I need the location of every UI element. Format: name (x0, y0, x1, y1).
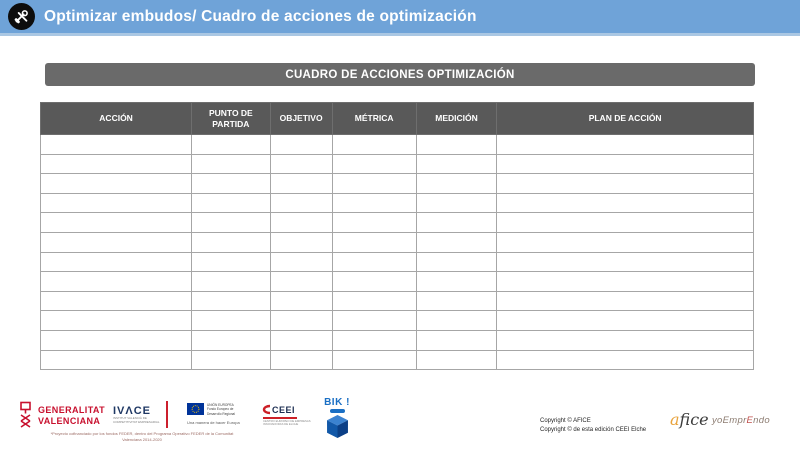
column-header-3: OBJETIVO (270, 103, 332, 135)
bik-logo (324, 397, 350, 438)
table-cell (332, 174, 416, 194)
afice-part1: a (670, 410, 680, 429)
table-cell (497, 252, 754, 272)
copyright-line2: Copyright © de esta edición CEEI Elche (540, 426, 647, 433)
generalitat-valenciana-logo (18, 401, 105, 430)
table-cell (270, 154, 332, 174)
table-cell (192, 232, 270, 252)
copyright-text (540, 417, 646, 434)
column-header-2: PUNTO DE PARTIDA (192, 103, 270, 135)
ivace-subtitle-line1: INSTITUT VALENCIÀ DE (113, 416, 147, 420)
table-cell (332, 252, 416, 272)
table-row (41, 252, 754, 272)
table-row (41, 330, 754, 350)
ivace-name: IVΛCE (113, 405, 152, 417)
table-cell (497, 193, 754, 213)
header-bar (0, 0, 800, 33)
table-cell (332, 272, 416, 292)
table-row (41, 174, 754, 194)
bik-pill (330, 409, 345, 413)
table-cell (416, 291, 497, 311)
table-cell (270, 350, 332, 370)
table-cell (270, 193, 332, 213)
table-cell (497, 154, 754, 174)
table-cell (416, 174, 497, 194)
table-cell (41, 252, 192, 272)
ceei-name: CEEI (272, 404, 296, 415)
table-cell (332, 213, 416, 233)
table-cell (497, 330, 754, 350)
table-cell (41, 232, 192, 252)
table-row (41, 135, 754, 155)
bik-cube-icon (327, 415, 348, 438)
table-cell (416, 272, 497, 292)
table-cell (416, 311, 497, 331)
table-cell (416, 252, 497, 272)
ivace-logo (113, 405, 160, 425)
table-row (41, 213, 754, 233)
table-row (41, 193, 754, 213)
table-cell (192, 330, 270, 350)
table-cell (332, 154, 416, 174)
table-cell (416, 350, 497, 370)
table-cell (192, 311, 270, 331)
bik-name: BIK ! (324, 397, 350, 408)
feder-disclaimer-line1: *Proyecto cofinanciado por los fondos FEDER, dentro del Programa Operativo FEDER de la Comunitat (50, 431, 234, 436)
copyright-line1: Copyright © AFICE (540, 418, 591, 424)
table-cell (270, 213, 332, 233)
table-cell (192, 350, 270, 370)
table-cell (416, 154, 497, 174)
table-cell (270, 330, 332, 350)
table-cell (497, 213, 754, 233)
table-cell (192, 272, 270, 292)
section-banner-title: CUADRO DE ACCIONES OPTIMIZACIÓN (285, 68, 515, 81)
table-cell (416, 135, 497, 155)
column-header-4: MÉTRICA (332, 103, 416, 135)
table-cell (192, 135, 270, 155)
footer-divider (166, 401, 168, 428)
header-underline (0, 33, 800, 36)
table-cell (270, 135, 332, 155)
table-row (41, 311, 754, 331)
table-row (41, 272, 754, 292)
table-cell (497, 232, 754, 252)
table-cell (332, 193, 416, 213)
table-cell (416, 213, 497, 233)
feder-disclaimer (16, 431, 268, 443)
table-row (41, 154, 754, 174)
table-cell (416, 330, 497, 350)
table-cell (332, 350, 416, 370)
table-cell (270, 232, 332, 252)
gva-name-line1: GENERALITAT (38, 405, 106, 416)
yoemprendo-part2: E (746, 415, 754, 426)
table-cell (41, 193, 192, 213)
table-cell (497, 135, 754, 155)
table-cell (192, 174, 270, 194)
table-cell (332, 135, 416, 155)
table-cell (41, 213, 192, 233)
gva-name-line2: VALENCIANA (38, 415, 101, 426)
table-cell (270, 272, 332, 292)
table-cell (192, 252, 270, 272)
eu-feder-logo (187, 403, 240, 425)
table-cell (332, 291, 416, 311)
table-cell (41, 174, 192, 194)
table-cell (332, 311, 416, 331)
section-banner (45, 63, 755, 86)
table-cell (41, 154, 192, 174)
table-header-row (41, 103, 754, 135)
eu-name-line1: UNIÓN EUROPEA (207, 403, 234, 407)
yoemprendo-part3: ndo (753, 415, 770, 426)
optimization-actions-table (40, 102, 754, 370)
afice-logo (670, 410, 709, 429)
table-cell (497, 272, 754, 292)
table-cell (497, 174, 754, 194)
table-cell (41, 272, 192, 292)
table-cell (192, 154, 270, 174)
eu-tagline: Una manera de hacer Europa (187, 419, 240, 425)
table-cell (332, 330, 416, 350)
table-cell (270, 311, 332, 331)
table-cell (270, 252, 332, 272)
column-header-5: MEDICIÓN (416, 103, 497, 135)
table-cell (416, 193, 497, 213)
eu-name-line3: Desarrollo Regional (207, 411, 235, 416)
table-cell (270, 291, 332, 311)
ceei-subtitle-line1: CENTRO EUROPEO DE EMPRESAS (263, 418, 311, 423)
table-cell (41, 135, 192, 155)
ceei-swoosh-icon (257, 404, 271, 415)
yoemprendo-logo (712, 415, 770, 426)
yoemprendo-part1: yoEmpr (712, 415, 747, 426)
table-cell (497, 311, 754, 331)
table-cell (332, 232, 416, 252)
eu-flag-icon (187, 403, 204, 415)
table-row (41, 232, 754, 252)
table-row (41, 350, 754, 370)
table-cell (41, 311, 192, 331)
table-cell (192, 291, 270, 311)
column-header-6: PLAN DE ACCIÓN (497, 103, 754, 135)
eu-name-line2: Fondo Europeo de (207, 407, 234, 412)
page-title: Optimizar embudos/ Cuadro de acciones de optimización (44, 8, 477, 25)
table-cell (416, 232, 497, 252)
table-cell (497, 350, 754, 370)
table-row (41, 291, 754, 311)
table-cell (41, 291, 192, 311)
table-cell (192, 213, 270, 233)
table-cell (497, 291, 754, 311)
table-cell (41, 330, 192, 350)
table-cell (270, 174, 332, 194)
table-cell (41, 350, 192, 370)
feder-disclaimer-line2: Valenciana 2014-2020 (122, 437, 162, 442)
footer (0, 392, 800, 450)
ivace-subtitle-line2: COMPETITIVITAT EMPRESARIAL (113, 419, 160, 424)
ceei-subtitle-line2: INNOVADORAS DE ELCHE (263, 422, 299, 427)
gva-emblem-icon (18, 401, 33, 430)
table-body (41, 135, 754, 370)
table-cell (192, 193, 270, 213)
tools-icon (8, 3, 35, 30)
ceei-logo (257, 404, 311, 427)
column-header-1: ACCIÓN (41, 103, 192, 135)
afice-part2: fice (679, 410, 709, 429)
